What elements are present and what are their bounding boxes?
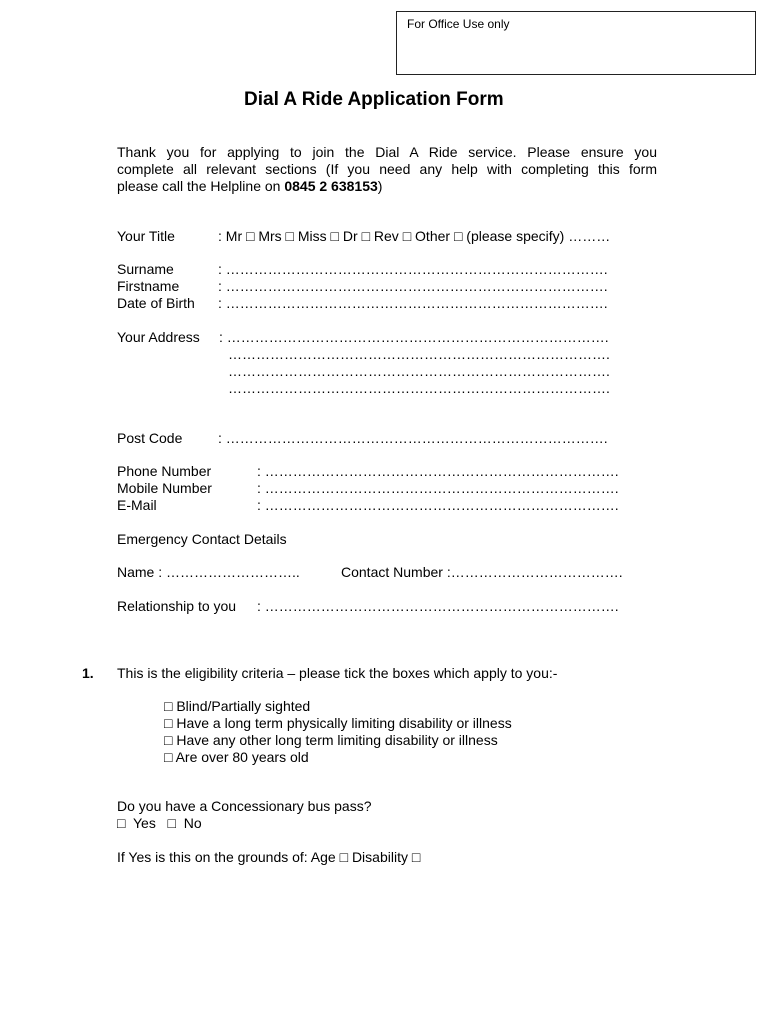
- office-use-box: [396, 11, 756, 75]
- bus-pass-options[interactable]: □ Yes □ No: [117, 815, 202, 831]
- eligibility-option-physical-disability[interactable]: □ Have a long term physically limiting disability or illness: [164, 715, 512, 731]
- intro-paragraph: [117, 144, 657, 195]
- address-field-line-2[interactable]: ……………………………………………………………………….: [228, 346, 610, 362]
- email-field[interactable]: : ………………………………………………………………….: [257, 497, 619, 513]
- eligibility-option-over-80[interactable]: □ Are over 80 years old: [164, 749, 309, 765]
- office-use-label: For Office Use only: [407, 17, 510, 31]
- emergency-contact-number-field[interactable]: Contact Number :……………………………….: [341, 564, 623, 580]
- dob-field[interactable]: : ……………………………………………………………………….: [218, 295, 608, 311]
- eligibility-option-other-disability[interactable]: □ Have any other long term limiting disability or illness: [164, 732, 498, 748]
- emergency-name-field[interactable]: Name : ………………………..: [117, 564, 300, 580]
- address-field-line-1[interactable]: : ……………………………………………………………………….: [219, 329, 609, 345]
- title-options[interactable]: : Mr □ Mrs □ Miss □ Dr □ Rev □ Other □ (please specify) ………: [218, 228, 611, 244]
- intro-line-3: please call the Helpline on 0845 2 638153): [117, 178, 383, 194]
- emergency-heading: Emergency Contact Details: [117, 531, 287, 547]
- section-1-number: 1.: [82, 665, 94, 681]
- firstname-label: Firstname: [117, 278, 180, 294]
- eligibility-option-blind[interactable]: □ Blind/Partially sighted: [164, 698, 311, 714]
- address-field-line-3[interactable]: ……………………………………………………………………….: [228, 363, 610, 379]
- postcode-label: Post Code: [117, 430, 183, 446]
- mobile-field[interactable]: : ………………………………………………………………….: [257, 480, 619, 496]
- address-label: Your Address: [117, 329, 200, 345]
- form-title: Dial A Ride Application Form: [244, 89, 504, 110]
- surname-field[interactable]: : ……………………………………………………………………….: [218, 261, 608, 277]
- bus-pass-question: Do you have a Concessionary bus pass?: [117, 798, 372, 814]
- relationship-label: Relationship to you: [117, 598, 237, 614]
- relationship-field[interactable]: : ………………………………………………………………….: [257, 598, 619, 614]
- your-title-label: Your Title: [117, 228, 175, 244]
- address-field-line-4[interactable]: ……………………………………………………………………….: [228, 380, 610, 396]
- phone-field[interactable]: : ………………………………………………………………….: [257, 463, 619, 479]
- dob-label: Date of Birth: [117, 295, 195, 311]
- postcode-field[interactable]: : ……………………………………………………………………….: [218, 430, 608, 446]
- phone-label: Phone Number: [117, 463, 212, 479]
- bus-pass-grounds[interactable]: If Yes is this on the grounds of: Age □ Disability □: [117, 849, 421, 865]
- firstname-field[interactable]: : ……………………………………………………………………….: [218, 278, 608, 294]
- surname-label: Surname: [117, 261, 174, 277]
- helpline-number: 0845 2 638153: [284, 178, 378, 194]
- intro-line-2: complete all relevant sections (If you need any help with completing this form: [117, 161, 657, 177]
- eligibility-question: This is the eligibility criteria – please tick the boxes which apply to you:-: [117, 665, 558, 681]
- intro-line-1: Thank you for applying to join the Dial A Ride service. Please ensure you: [117, 144, 657, 160]
- email-label: E-Mail: [117, 497, 157, 513]
- mobile-label: Mobile Number: [117, 480, 212, 496]
